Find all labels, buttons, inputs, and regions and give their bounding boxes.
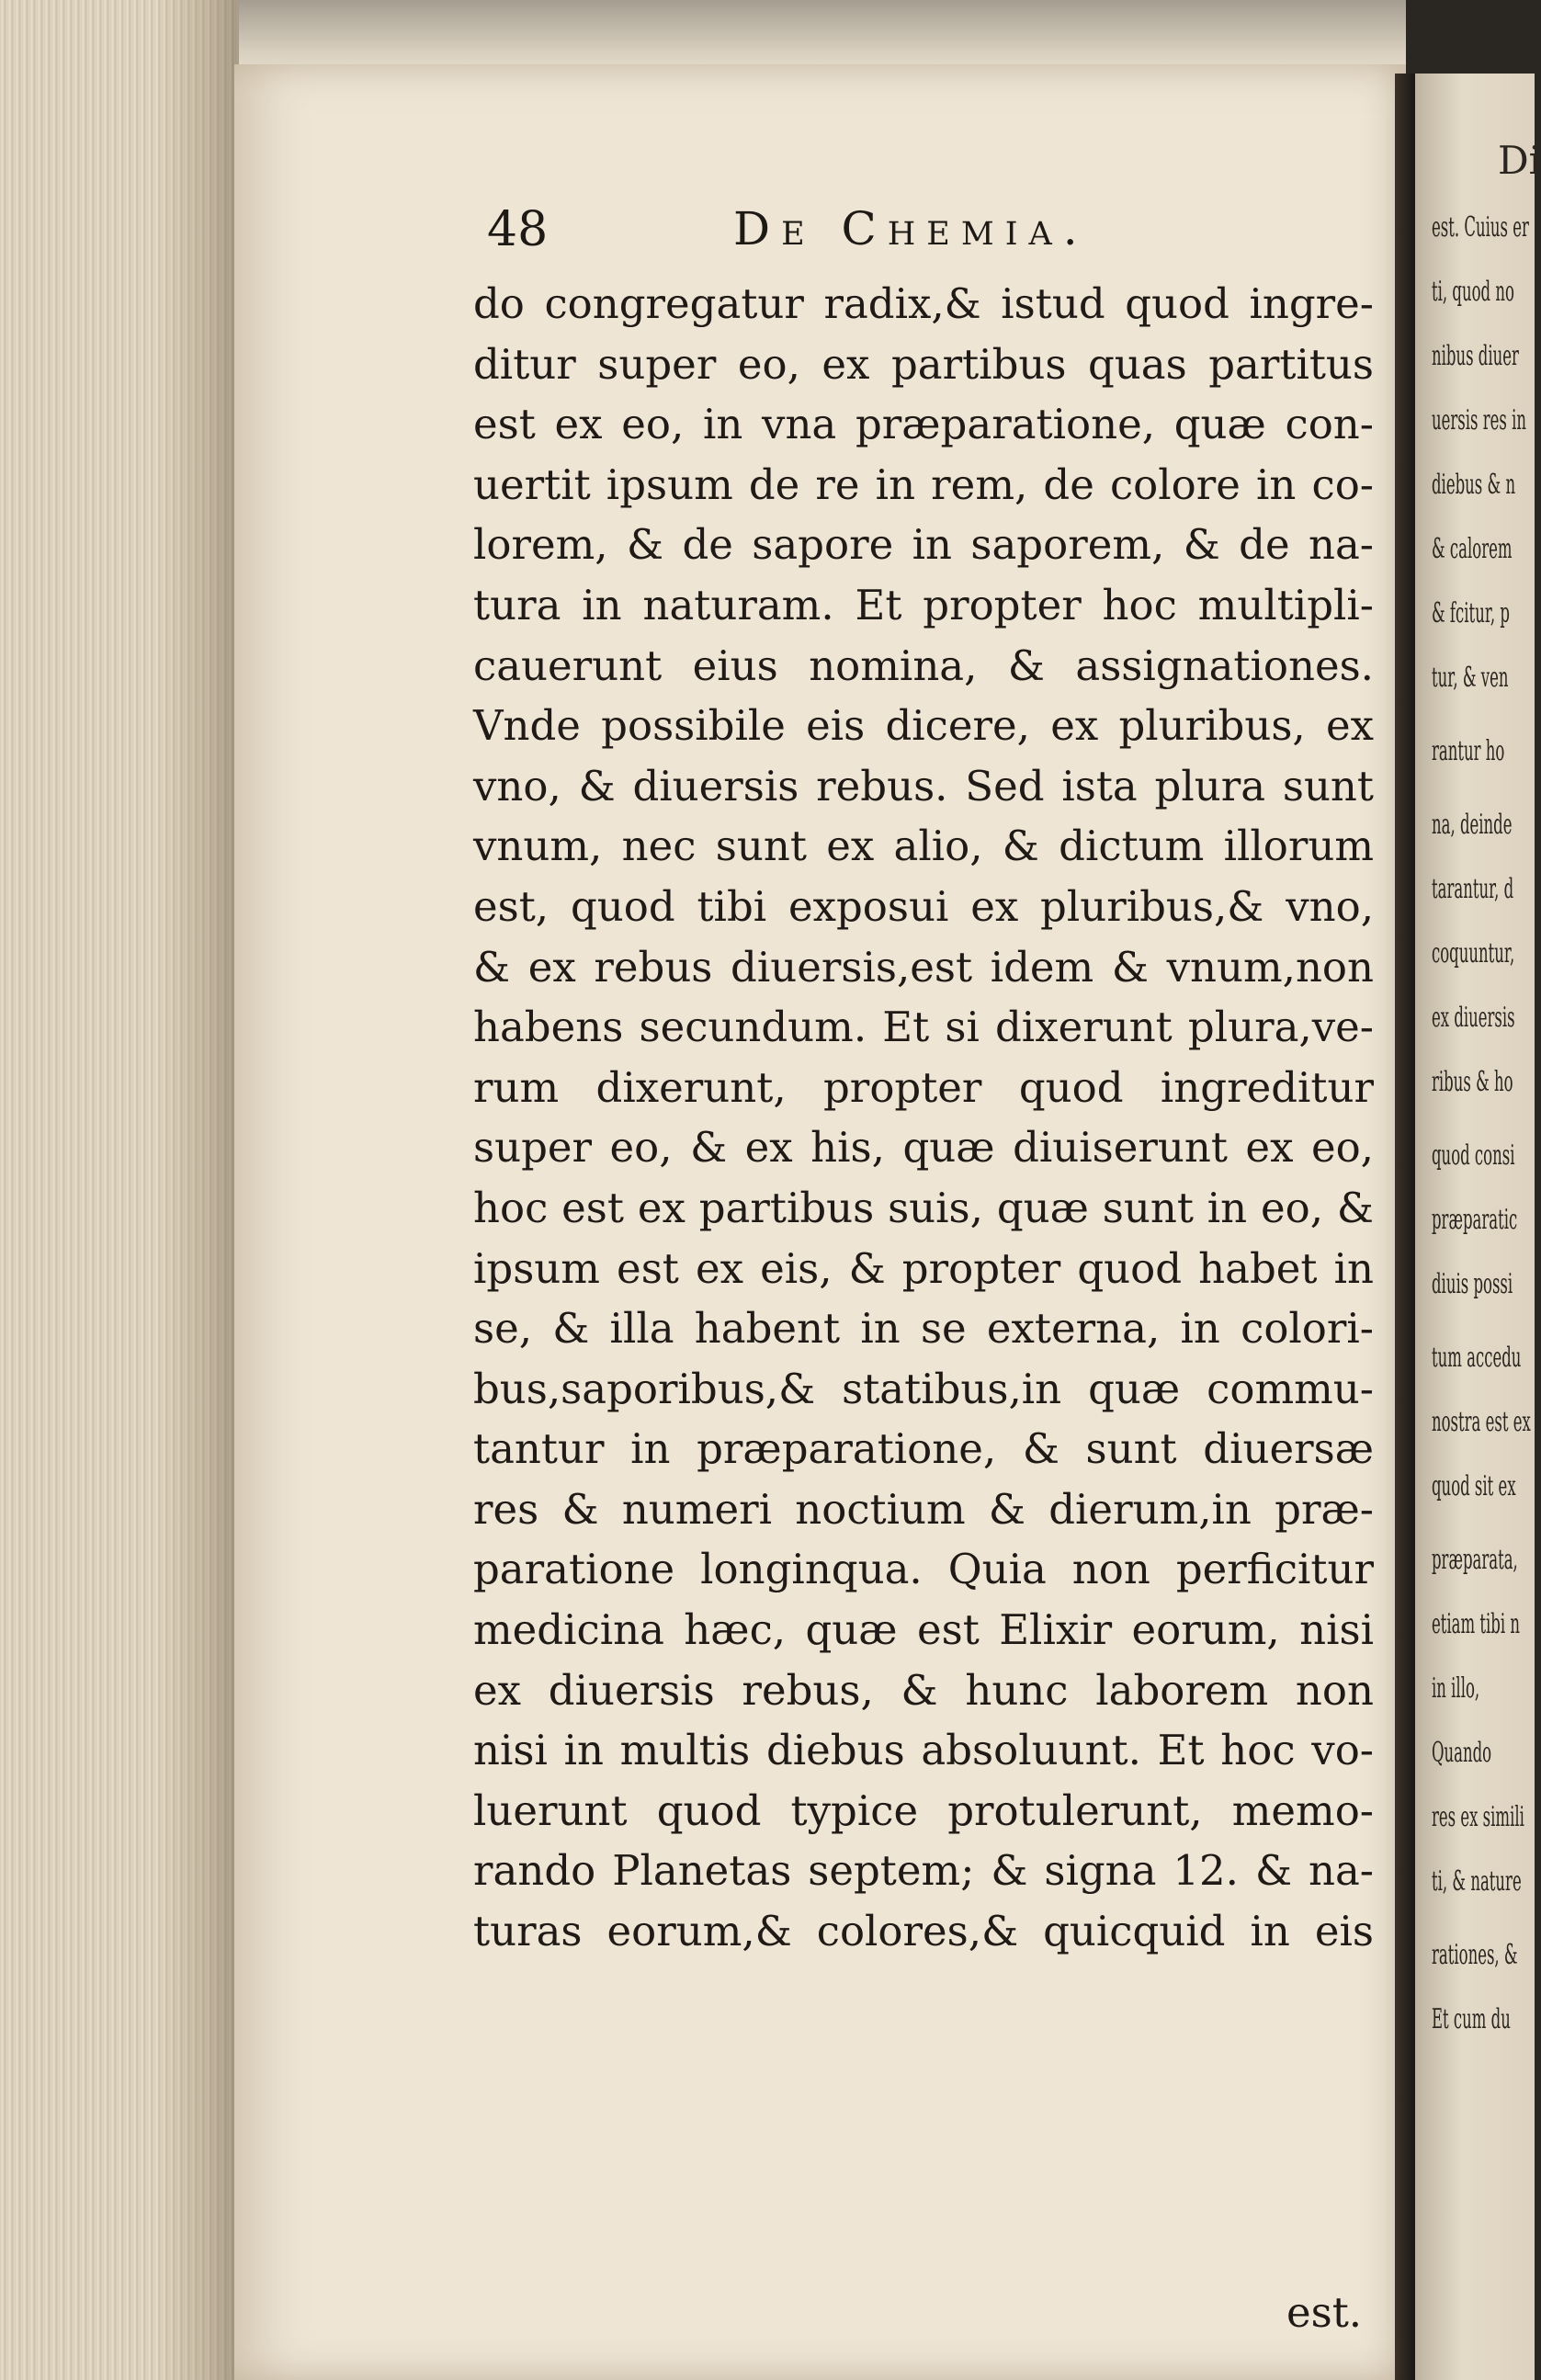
facing-page-line: ex diuersis — [1432, 1002, 1515, 1034]
facing-page-line: & fcitur, p — [1432, 597, 1510, 629]
text-line: uertit ipsum de re in rem, de colore in co- — [473, 459, 1374, 509]
text-line: habens secundum. Et si dixerunt plura,ve- — [473, 1003, 1374, 1052]
facing-page-line: res ex simili — [1432, 1801, 1524, 1833]
text-line: vnum, nec sunt ex alio, & dictum illorum — [473, 822, 1374, 871]
page-edge-shadow — [156, 0, 239, 2380]
facing-page-line: Quando — [1432, 1737, 1492, 1769]
facing-page-line: in illo, — [1432, 1672, 1480, 1705]
facing-page-line: tur, & ven — [1432, 662, 1509, 694]
text-line: res & numeri noctium & dierum,in præ- — [473, 1484, 1374, 1534]
facing-page-line: coquuntur, — [1432, 937, 1515, 969]
text-line: bus,saporibus,& statibus,in quæ commu- — [473, 1364, 1374, 1413]
text-line: se, & illa habent in se externa, in colori- — [473, 1304, 1374, 1354]
text-line: paratione longinqua. Quia non perficitur — [473, 1545, 1374, 1594]
book-top-edge — [211, 0, 1406, 74]
facing-page-line: quod sit ex — [1432, 1470, 1516, 1502]
facing-page-line: præparatic — [1432, 1204, 1518, 1236]
text-line: nisi in multis diebus absoluunt. Et hoc vo- — [473, 1726, 1374, 1775]
facing-page-line: tum accedu — [1432, 1342, 1522, 1374]
running-title: De Chemia. — [733, 202, 1089, 255]
facing-page-line: est. Cuius er — [1432, 211, 1529, 244]
facing-page-line: diuis possi — [1432, 1268, 1513, 1300]
facing-page-line: rantur ho — [1432, 735, 1505, 767]
running-header — [487, 202, 1406, 266]
text-line: rando Planetas septem; & signa 12. & na- — [473, 1846, 1374, 1896]
facing-page-line: præparata, — [1432, 1544, 1518, 1576]
text-line: ex diuersis rebus, & hunc laborem non — [473, 1665, 1374, 1715]
page-number: 48 — [487, 202, 549, 257]
text-line: est, quod tibi exposui ex pluribus,& vno, — [473, 881, 1374, 931]
facing-page-line: tarantur, d — [1432, 873, 1514, 905]
text-line: rum dixerunt, propter quod ingreditur — [473, 1062, 1374, 1112]
text-line: ipsum est ex eis, & propter quod habet in — [473, 1243, 1374, 1293]
book-gutter — [1395, 74, 1415, 2380]
text-line: tantur in præparatione, & sunt diuersæ — [473, 1424, 1374, 1474]
text-line: hoc est ex partibus suis, quæ sunt in eo, & — [473, 1183, 1374, 1232]
facing-page-line: quod consi — [1432, 1139, 1515, 1172]
catchword: est. — [1286, 2288, 1363, 2337]
facing-page-line: uersis res in — [1432, 404, 1527, 436]
text-line: ditur super eo, ex partibus quas partitus — [473, 339, 1374, 389]
facing-page-line: Et cum du — [1432, 2003, 1511, 2035]
text-line: est ex eo, in vna præparatione, quæ con- — [473, 400, 1374, 449]
text-line: do congregatur radix,& istud quod ingre- — [473, 279, 1374, 328]
facing-page-line: ribus & ho — [1432, 1066, 1513, 1098]
text-line: turas eorum,& colores,& quicquid in eis — [473, 1907, 1374, 1956]
text-line: cauerunt eius nomina, & assignationes. — [473, 640, 1374, 690]
facing-page-line: diebus & n — [1432, 469, 1516, 501]
text-line: tura in naturam. Et propter hoc multipli- — [473, 580, 1374, 629]
facing-page-fragment — [1415, 74, 1541, 2380]
facing-page-line: Di — [1498, 138, 1541, 183]
facing-page-line: etiam tibi n — [1432, 1608, 1521, 1640]
facing-page-line: & calorem — [1432, 533, 1513, 565]
text-line: & ex rebus diuersis,est idem & vnum,non — [473, 942, 1374, 992]
facing-page-line: nibus diuer — [1432, 340, 1519, 372]
body-text — [473, 274, 1374, 1962]
facing-page-line: ti, & nature — [1432, 1865, 1522, 1898]
text-line: lorem, & de sapore in saporem, & de na- — [473, 520, 1374, 570]
facing-page-line: ti, quod no — [1432, 276, 1514, 308]
text-line: Vnde possibile eis dicere, ex pluribus, ex — [473, 701, 1374, 751]
facing-page-line: na, deinde — [1432, 809, 1513, 841]
facing-page-line: nostra est ex — [1432, 1406, 1531, 1438]
text-line: medicina hæc, quæ est Elixir eorum, nisi — [473, 1605, 1374, 1655]
text-line: vno, & diuersis rebus. Sed ista plura sunt — [473, 761, 1374, 810]
text-line: luerunt quod typice protulerunt, memo- — [473, 1785, 1374, 1835]
text-line: super eo, & ex his, quæ diuiserunt ex eo, — [473, 1123, 1374, 1173]
facing-page-line: rationes, & — [1432, 1939, 1518, 1971]
